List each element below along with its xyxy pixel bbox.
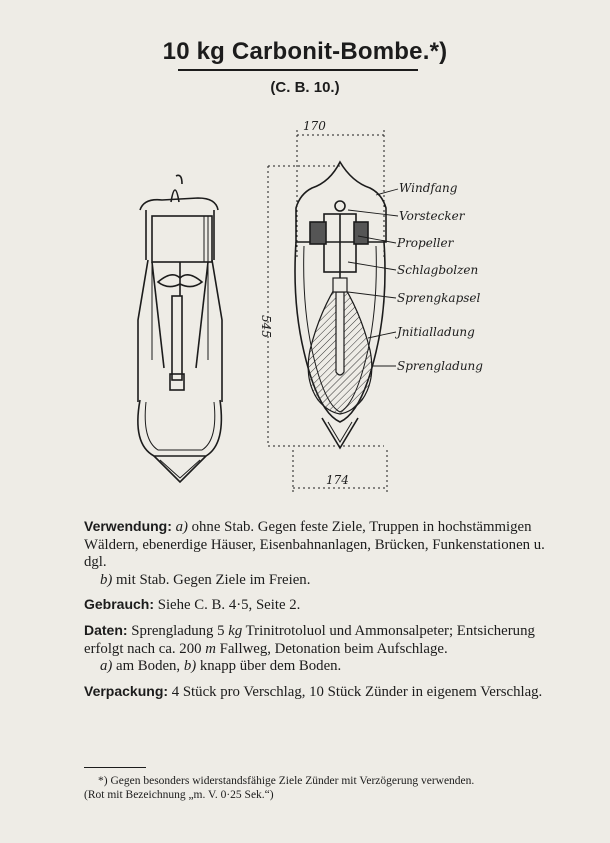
label-propeller: Propeller	[397, 236, 454, 250]
daten-paragraph: Daten: Sprengladung 5 kg Trinitrotoluol und Ammonsalpeter; Entsicherung erfolgt nach ca. 200 m Fallweg, Detonation beim Aufschlage.	[84, 621, 535, 657]
label-windfang: Windfang	[399, 181, 458, 195]
bomb-drawings	[0, 110, 610, 500]
footnote-line-1: *) Gegen besonders widerstandsfähige Ziele Zünder mit Verzögerung verwenden.	[98, 775, 475, 787]
verwendung-b-paragraph: b) mit Stab. Gegen Ziele im Freien.	[100, 571, 311, 588]
verpackung-paragraph: Verpackung: 4 Stück pro Verschlag, 10 Stück Zünder in eigenem Verschlag.	[84, 682, 543, 700]
label-sprengkapsel: Sprengkapsel	[397, 291, 481, 305]
footnote-line-2: (Rot mit Bezeichnung „m. V. 0·25 Sek.“)	[84, 789, 274, 801]
label-sprengladung: Sprengladung	[397, 359, 483, 373]
verwendung-heading: Verwendung:	[84, 518, 172, 534]
dimension-top: 170	[303, 119, 326, 133]
label-schlagbolzen: Schlagbolzen	[397, 263, 479, 277]
dimension-bottom: 174	[326, 473, 349, 487]
footnote	[84, 774, 568, 802]
title-underline	[178, 69, 418, 71]
page-subtitle: (C. B. 10.)	[270, 79, 340, 96]
daten-heading: Daten:	[84, 621, 128, 638]
label-vorstecker: Vorstecker	[399, 209, 465, 223]
footnote-rule	[84, 767, 146, 768]
gebrauch-paragraph: Gebrauch: Siehe C. B. 4·5, Seite 2.	[84, 596, 301, 614]
label-initialladung: Jnitialladung	[397, 325, 475, 339]
description-text	[84, 518, 568, 701]
bomb-section-drawing	[259, 119, 483, 492]
daten-ab-paragraph: a) am Boden, b) knapp über dem Boden.	[100, 658, 342, 675]
gebrauch-heading: Gebrauch:	[84, 596, 155, 613]
page-title: 10 kg Carbonit-Bombe.*)	[162, 38, 448, 65]
verpackung-heading: Verpackung:	[84, 682, 169, 699]
bomb-exterior-drawing	[138, 175, 222, 482]
verwendung-paragraph: Verwendung: a) ohne Stab. Gegen feste Ziele, Truppen in hochstämmigen Wäldern, ebenerdige Häuser, Eisenbahnanlagen, Brücken, Funkenstationen u. dgl.	[84, 518, 545, 571]
dimension-height: 545	[259, 315, 273, 338]
